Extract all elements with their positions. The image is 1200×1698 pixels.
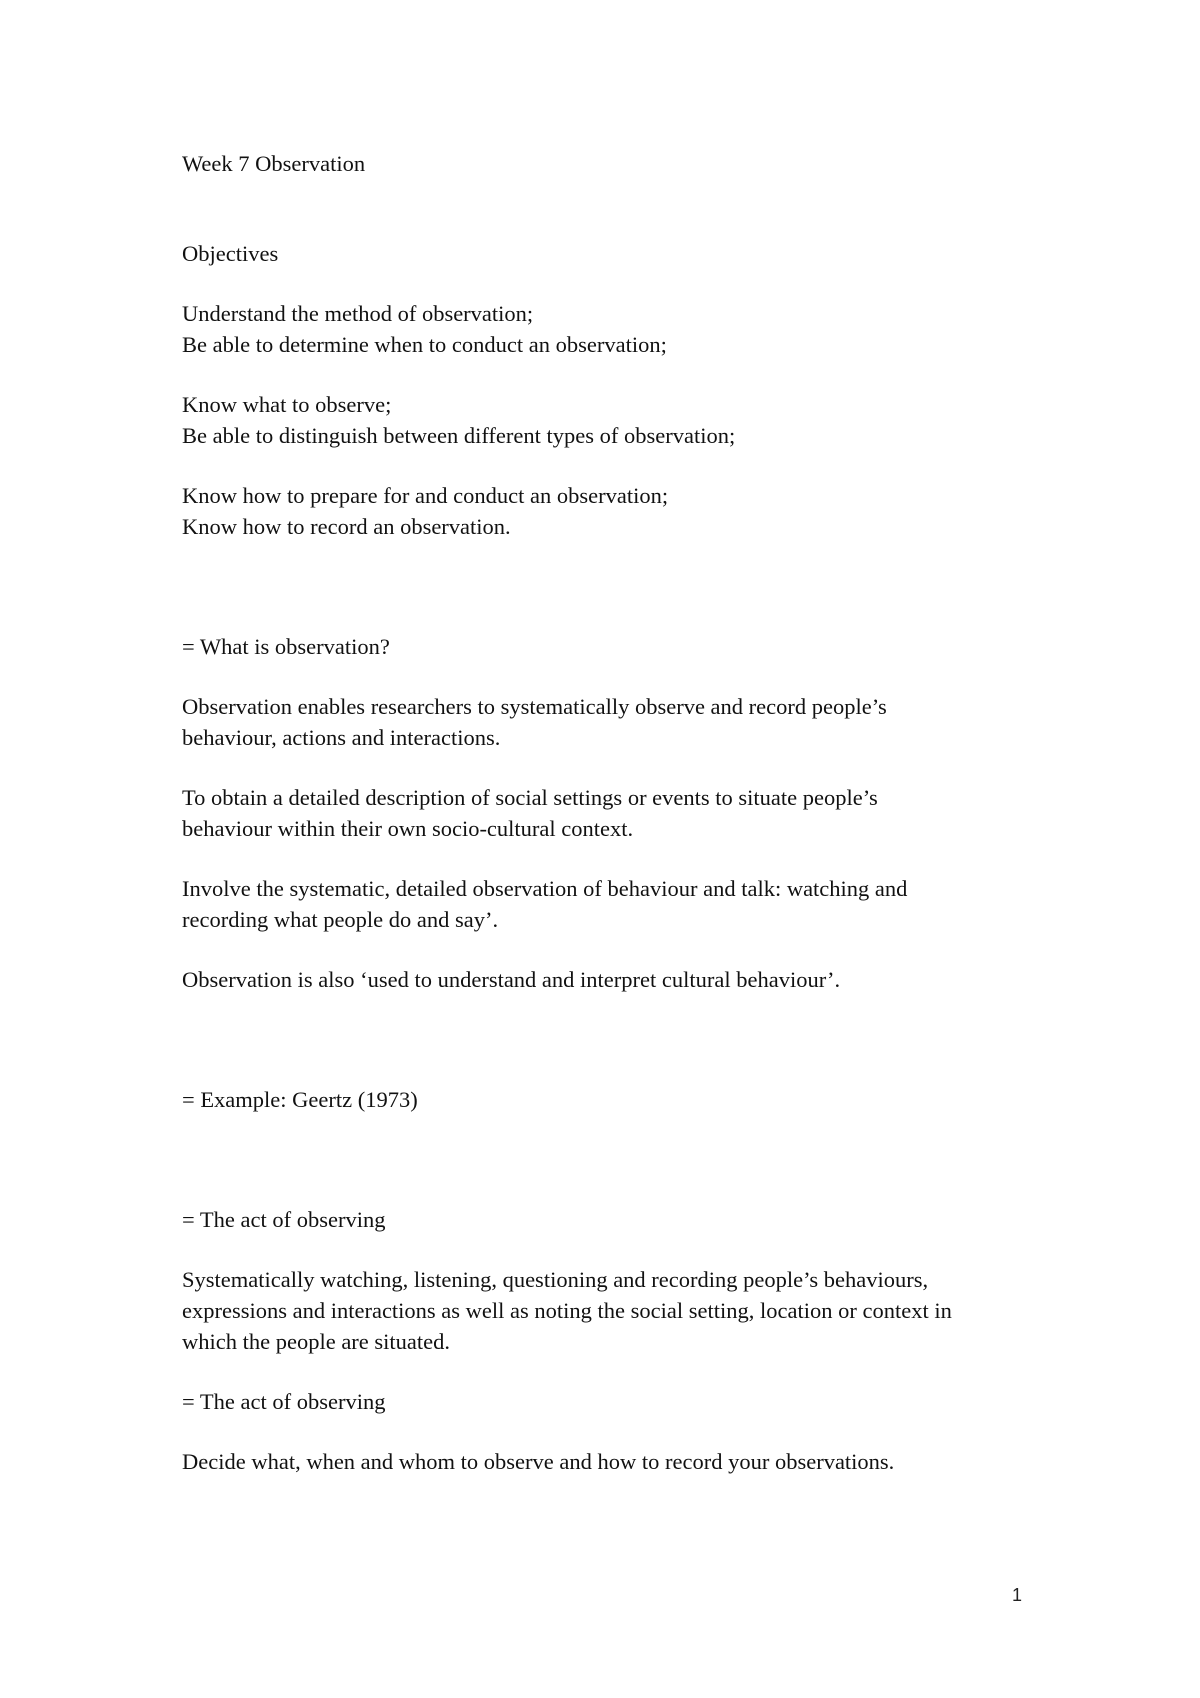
page-number: 1: [1012, 1585, 1023, 1605]
spacer: [182, 1417, 1042, 1446]
section-paragraph: [182, 1264, 1042, 1357]
spacer: [182, 451, 1042, 480]
paragraph-line: Involve the systematic, detailed observation of behaviour and talk: watching and: [182, 876, 908, 901]
paragraph-line: recording what people do and say’.: [182, 907, 499, 932]
objective-item: Understand the method of observation;: [182, 301, 534, 326]
objectives-group-1: [182, 298, 1042, 360]
spacer: [182, 1357, 1042, 1386]
spacer: [182, 753, 1042, 782]
paragraph-line: behaviour, actions and interactions.: [182, 725, 501, 750]
spacer: [182, 1235, 1042, 1264]
spacer: [182, 662, 1042, 691]
section-paragraph: [182, 873, 1042, 935]
objectives-group-2: [182, 389, 1042, 451]
section-paragraph: [182, 782, 1042, 844]
section-heading: = Example: Geertz (1973): [182, 1087, 418, 1112]
objective-item: Be able to distinguish between different types of observation;: [182, 423, 736, 448]
document-title: Week 7 Observation: [182, 151, 366, 176]
section-paragraph: [182, 691, 1042, 753]
section-heading: = The act of observing: [182, 1207, 386, 1232]
section-heading: = The act of observing: [182, 1389, 386, 1414]
paragraph-line: which the people are situated.: [182, 1329, 451, 1354]
objectives-group-3: [182, 480, 1042, 542]
spacer: [182, 995, 1042, 1084]
objective-item: Know what to observe;: [182, 392, 392, 417]
paragraph-line: Observation is also ‘used to understand and interpret cultural behaviour’.: [182, 967, 841, 992]
section-paragraph: [182, 964, 1042, 995]
spacer: [182, 1115, 1042, 1204]
objective-item: Know how to record an observation.: [182, 514, 511, 539]
document-body: [182, 148, 1042, 1477]
section-heading: = What is observation?: [182, 634, 390, 659]
spacer: [182, 935, 1042, 964]
paragraph-line: Observation enables researchers to systematically observe and record people’s: [182, 694, 887, 719]
paragraph-line: Decide what, when and whom to observe and how to record your observations.: [182, 1449, 895, 1474]
spacer: [182, 269, 1042, 298]
spacer: [182, 179, 1042, 238]
paragraph-line: expressions and interactions as well as noting the social setting, location or context in: [182, 1298, 952, 1323]
paragraph-line: behaviour within their own socio-cultural context.: [182, 816, 634, 841]
objective-item: Be able to determine when to conduct an observation;: [182, 332, 667, 357]
paragraph-line: To obtain a detailed description of social settings or events to situate people’s: [182, 785, 878, 810]
objectives-heading: Objectives: [182, 241, 279, 266]
spacer: [182, 542, 1042, 631]
section-paragraph: [182, 1446, 1042, 1477]
spacer: [182, 360, 1042, 389]
objective-item: Know how to prepare for and conduct an observation;: [182, 483, 669, 508]
paragraph-line: Systematically watching, listening, questioning and recording people’s behaviours,: [182, 1267, 929, 1292]
spacer: [182, 844, 1042, 873]
